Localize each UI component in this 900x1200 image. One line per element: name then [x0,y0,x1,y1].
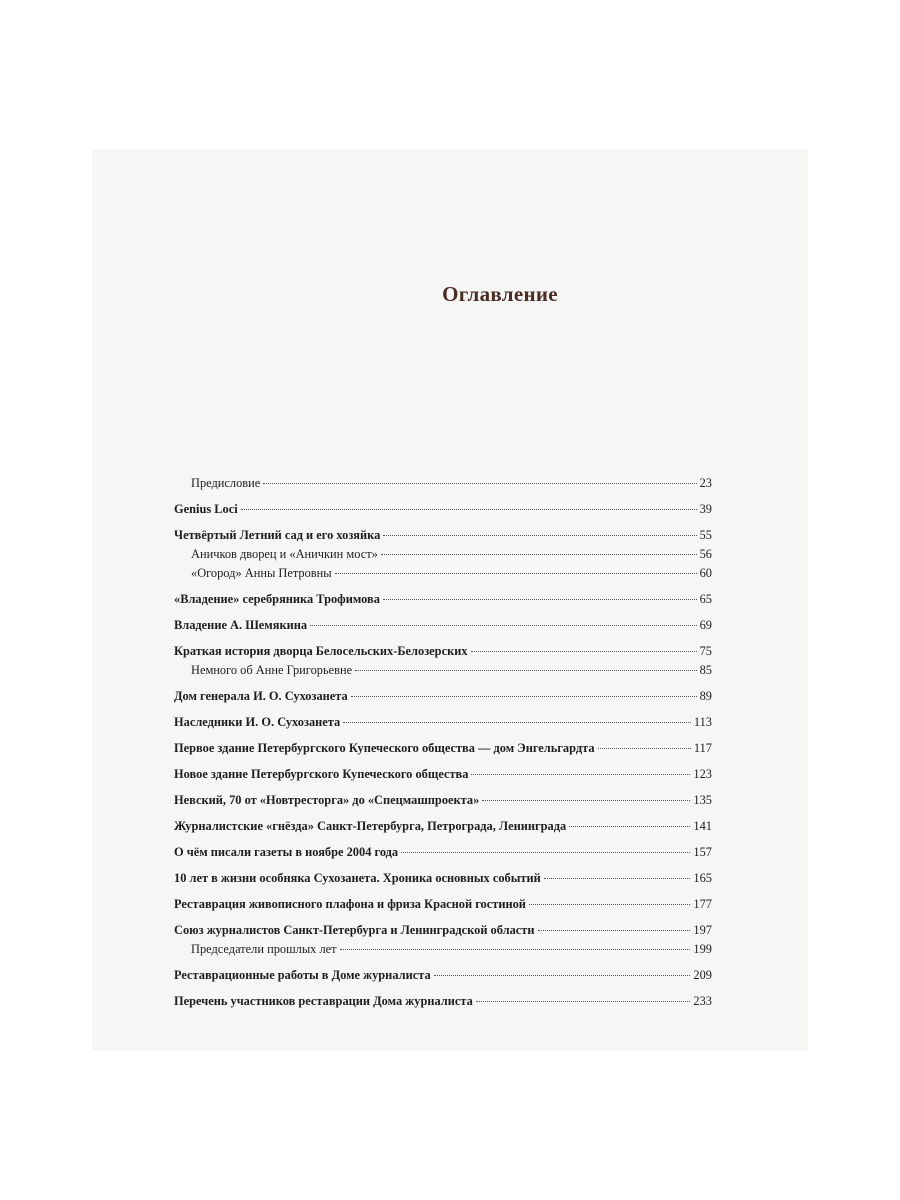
toc-entry [174,713,712,732]
toc-entry-title: Предисловие [191,476,261,490]
dot-leader [569,826,690,827]
toc-entry-page-number: 39 [699,502,712,516]
toc-entry-title: Невский, 70 от «Новтресторга» до «Спецмашпроекта» [174,793,480,807]
toc-entry-title: Владение А. Шемякина [174,618,308,632]
toc-entry-page-number: 157 [693,845,712,859]
dot-leader [471,774,690,775]
toc-entry-title: Журналистские «гнёзда» Санкт-Петербурга, Петрограда, Ленинграда [174,819,567,833]
toc-entry-title: Союз журналистов Санкт-Петербурга и Ленинградской области [174,923,535,937]
toc-entry [174,992,712,1011]
page-title: Оглавление [442,282,558,306]
toc-entry [174,739,712,758]
toc-entry-title: Наследники И. О. Сухозанета [174,715,341,729]
toc-entry-title: Реставрационные работы в Доме журналиста [174,968,431,982]
toc-entry [174,474,712,493]
dot-leader [434,975,691,976]
toc-entry [174,687,712,706]
toc-entry [174,843,712,862]
toc-entry-page-number: 123 [693,767,712,781]
dot-leader [263,483,696,484]
toc-entry [174,642,712,661]
dot-leader [383,599,697,600]
toc-entry [174,940,712,959]
toc-entry-title: «Огород» Анны Петровны [191,566,332,580]
dot-leader [241,509,697,510]
toc-entry-title: «Владение» серебряника Трофимова [174,592,380,606]
toc-entry-title: О чём писали газеты в ноябре 2004 года [174,845,399,859]
dot-leader [343,722,691,723]
book-page [92,150,808,1050]
toc-entry [174,791,712,810]
toc-entry-title: Председатели прошлых лет [191,942,337,956]
toc-entry-title: Перечень участников реставрации Дома журналиста [174,994,473,1008]
toc-entry-page-number: 199 [693,942,712,956]
toc-entry-page-number: 209 [693,968,712,982]
toc-entry-title: Реставрация живописного плафона и фриза Красной гостиной [174,897,526,911]
dot-leader [401,852,690,853]
toc-entry [174,895,712,914]
dot-leader [381,554,697,555]
toc-entry-title: Немного об Анне Григорьевне [191,663,353,677]
dot-leader [310,625,697,626]
toc-entry [174,661,712,680]
toc-entry [174,765,712,784]
toc-entry [174,966,712,985]
toc-entry-page-number: 60 [699,566,712,580]
toc-entry-page-number: 233 [693,994,712,1008]
toc-entry [174,545,712,564]
toc-entry [174,921,712,940]
toc-entry-page-number: 117 [693,741,712,755]
toc-entry-page-number: 75 [699,644,712,658]
dot-leader [351,696,697,697]
toc-entry [174,564,712,583]
toc-entry-page-number: 113 [693,715,712,729]
toc-entry-title: Аничков дворец и «Аничкин мост» [191,547,378,561]
toc-entry-page-number: 55 [699,528,712,542]
toc-entry-title: Четвёртый Летний сад и его хозяйка [174,528,381,542]
toc-entry-page-number: 141 [693,819,712,833]
toc-entry-title: Genius Loci [174,502,238,516]
toc-entry [174,590,712,609]
toc-entry-title: 10 лет в жизни особняка Сухозанета. Хроника основных событий [174,871,541,885]
dot-leader [598,748,691,749]
toc-entry-page-number: 69 [699,618,712,632]
dot-leader [538,930,691,931]
dot-leader [335,573,697,574]
toc-entry-title: Первое здание Петербургского Купеческого общества — дом Энгельгардта [174,741,595,755]
toc-entry-title: Новое здание Петербургского Купеческого общества [174,767,469,781]
toc-entry-page-number: 197 [693,923,712,937]
toc-entry-title: Краткая история дворца Белосельских-Белозерских [174,644,468,658]
dot-leader [383,535,696,536]
toc-entry-page-number: 23 [699,476,712,490]
dot-leader [482,800,690,801]
toc-entry [174,817,712,836]
toc-entry-page-number: 165 [693,871,712,885]
toc-entry-page-number: 85 [699,663,712,677]
toc-entry-title: Дом генерала И. О. Сухозанета [174,689,348,703]
toc-entry-page-number: 135 [693,793,712,807]
toc-entry [174,869,712,888]
table-of-contents [174,474,712,1011]
dot-leader [529,904,690,905]
toc-entry [174,500,712,519]
dot-leader [355,670,697,671]
dot-leader [544,878,691,879]
toc-entry [174,616,712,635]
toc-entry [174,526,712,545]
dot-leader [476,1001,691,1002]
dot-leader [471,651,697,652]
toc-entry-page-number: 89 [699,689,712,703]
dot-leader [340,949,691,950]
toc-entry-page-number: 56 [699,547,712,561]
toc-entry-page-number: 177 [693,897,712,911]
toc-entry-page-number: 65 [699,592,712,606]
